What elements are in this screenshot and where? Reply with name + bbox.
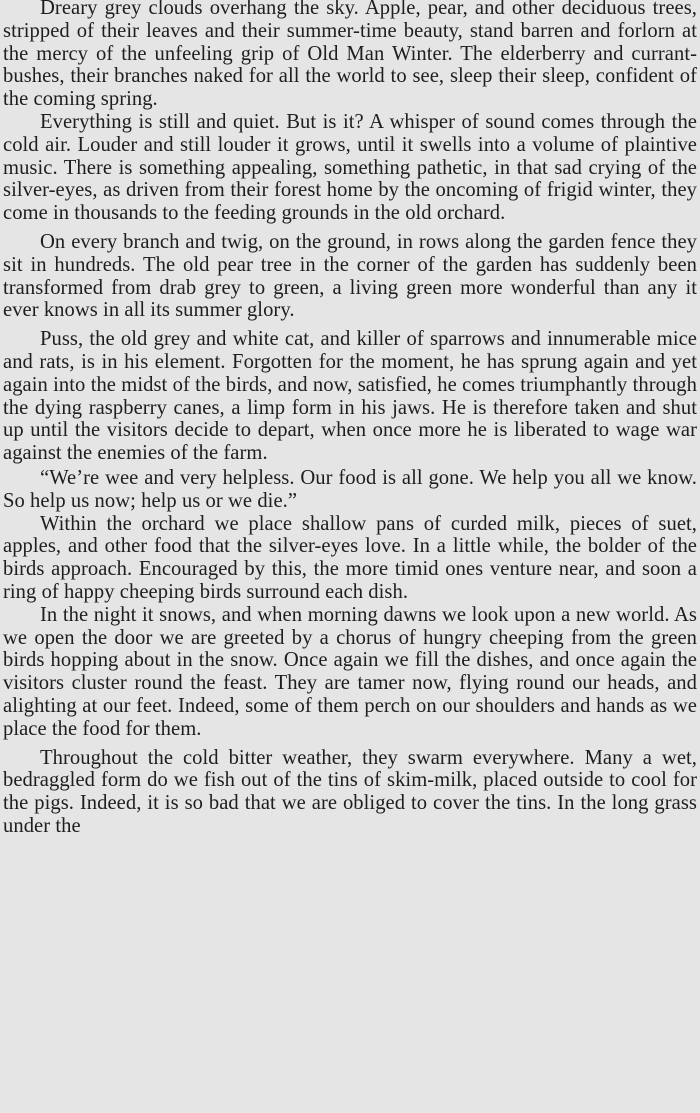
paragraph-2: Everything is still and quiet. But is it? A whisper of sound comes through the cold air. Louder and still louder it grows, until it swells into a volume of plaintive music. There is something appealing, something pathetic, in that sad crying of the silver-eyes, as driven from their forest home by the oncoming of frigid winter, they come in thousands to the feeding grounds in the old orchard. (3, 110, 697, 225)
article-text (3, 0, 697, 838)
paragraph-8: Throughout the cold bitter weather, they swarm everywhere. Many a wet, bedraggled form do we fish out of the tins of skim-milk, placed outside to cool for the pigs. Indeed, it is so bad that we are obliged to cover the tins. In the long grass under the (3, 746, 697, 837)
paragraph-3: On every branch and twig, on the ground, in rows along the garden fence they sit in hundreds. The old pear tree in the corner of the garden has suddenly been transformed from drab grey to green, a living green more wonderful than any it ever knows in all its summer glory. (3, 230, 697, 322)
paragraph-4: Puss, the old grey and white cat, and killer of sparrows and innumerable mice and rats, is in his element. Forgotten for the moment, he has sprung again and yet again into the midst of the birds, and now, satisfied, he comes triumphantly through the dying raspberry canes, a limp form in his jaws. He is therefore taken and shut up until the visitors decide to depart, when once more he is liberated to wage war against the enemies of the farm. (3, 328, 697, 465)
paragraph-7: In the night it snows, and when morning dawns we look upon a new world. As we open the door we are greeted by a chorus of hungry cheeping from the green birds hopping about in the snow. Once again we fill the dishes, and once again the visitors cluster round the feast. They are tamer now, flying round our heads, and alighting at our feet. Indeed, some of them perch on our shoulders and hands as we place the food for them. (3, 603, 697, 740)
paragraph-6: Within the orchard we place shallow pans of curded milk, pieces of suet, apples, and other food that the silver-eyes love. In a little while, the bolder of the birds approach. Encouraged by this, the more timid ones venture near, and soon a ring of happy cheeping birds surround each dish. (3, 512, 697, 603)
paragraph-1: Dreary grey clouds overhang the sky. Apple, pear, and other deciduous trees, stripped of their leaves and their summer-time beauty, stand barren and forlorn at the mercy of the unfeeling grip of Old Man Winter. The elderberry and currant-bushes, their branches naked for all the world to see, sleep their sleep, confident of the coming spring. (3, 0, 697, 111)
quote-paragraph: “We’re wee and very helpless. Our food is all gone. We help you all we know. So help us now; help us or we die.” (3, 466, 697, 512)
